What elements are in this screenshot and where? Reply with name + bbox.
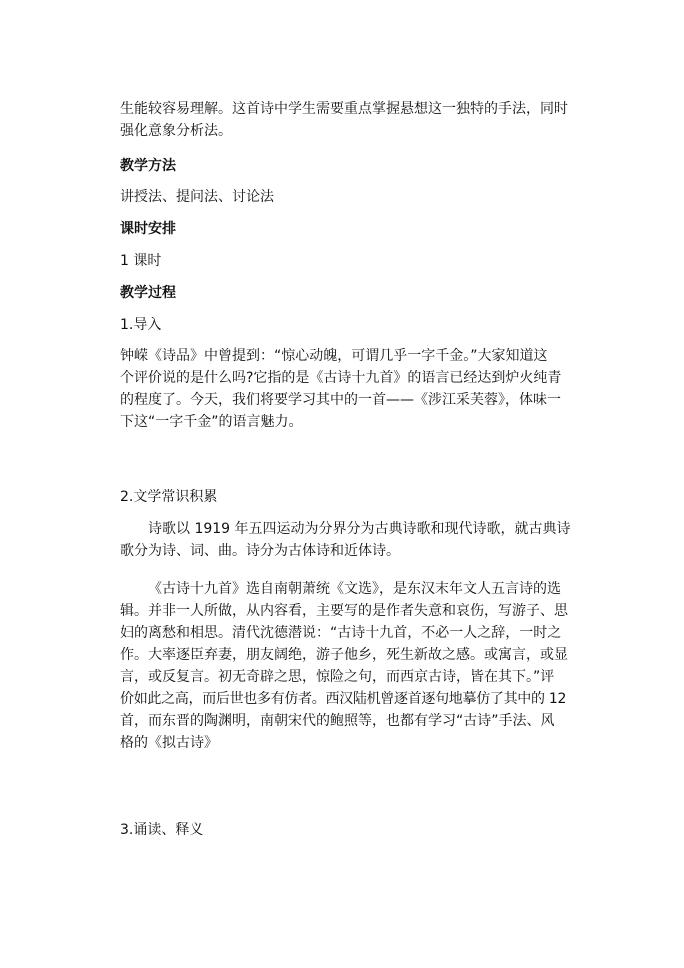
section-2-para1-line: 诗歌以 1919 年五四运动为分界分为古典诗歌和现代诗歌，就古典诗: [148, 521, 571, 537]
class-schedule-text: 1 课时: [120, 253, 162, 269]
section-2-paragraph-2: [120, 578, 568, 754]
section-1-line: 的程度了。今天，我们将要学习其中的一首——《涉江采芙蓉》，体味一: [120, 392, 561, 408]
heading-class-schedule: 课时安排: [120, 221, 176, 237]
section-1-line: 个评价说的是什么吗?它指的是《古诗十九首》的语言已经达到炉火纯青: [120, 370, 562, 386]
intro-paragraph: [120, 98, 568, 142]
heading-teaching-method: 教学方法: [120, 158, 176, 174]
intro-line: 生能较容易理解。这首诗中学生需要重点掌握悬想这一独特的手法，同时: [120, 101, 568, 117]
section-2-title: 2.文学常识积累: [120, 489, 218, 505]
section-2-para2-line: 格的《拟古诗》: [120, 735, 218, 751]
section-1-title: 1.导入: [120, 317, 162, 333]
section-2-para2-line: 言，或反复言。初无奇辟之思，惊险之句，而西京古诗，皆在其下。”评: [120, 669, 555, 685]
section-2-para2-line: 作。大率逐臣弃妻，朋友阔绝，游子他乡，死生新故之感。或寓言，或显: [120, 647, 568, 663]
section-2-para2-line: 《古诗十九首》选自南朝萧统《文选》，是东汉末年文人五言诗的选: [148, 581, 561, 597]
teaching-method-text: 讲授法、提问法、讨论法: [120, 189, 274, 205]
section-2-para2-line: 妇的离愁和相思。清代沈德潜说：“古诗十九首，不必一人之辞，一时之: [120, 625, 562, 641]
intro-line: 强化意象分析法。: [120, 123, 232, 139]
section-1-paragraph: [120, 345, 568, 433]
section-3-title: 3.诵读、释义: [120, 822, 204, 838]
section-2-para2-line: 价如此之高，而后世也多有仿者。西汉陆机曾逐首逐句地摹仿了其中的 12: [120, 691, 567, 707]
heading-teaching-process: 教学过程: [120, 285, 176, 301]
section-2-para2-line: 首，而东晋的陶渊明，南朝宋代的鲍照等，也都有学习“古诗”手法、风: [120, 713, 555, 729]
section-2-para2-line: 辑。并非一人所做，从内容看，主要写的是作者失意和哀伤，写游子、思: [120, 603, 568, 619]
section-2-para1-line: 歌分为诗、词、曲。诗分为古体诗和近体诗。: [120, 543, 400, 559]
section-1-line: 下这“一字千金”的语言魅力。: [120, 414, 303, 430]
section-1-line: 钟嵘《诗品》中曾提到：“惊心动魄，可谓几乎一字千金。”大家知道这: [120, 348, 548, 364]
section-2-paragraph-1: [120, 518, 571, 562]
